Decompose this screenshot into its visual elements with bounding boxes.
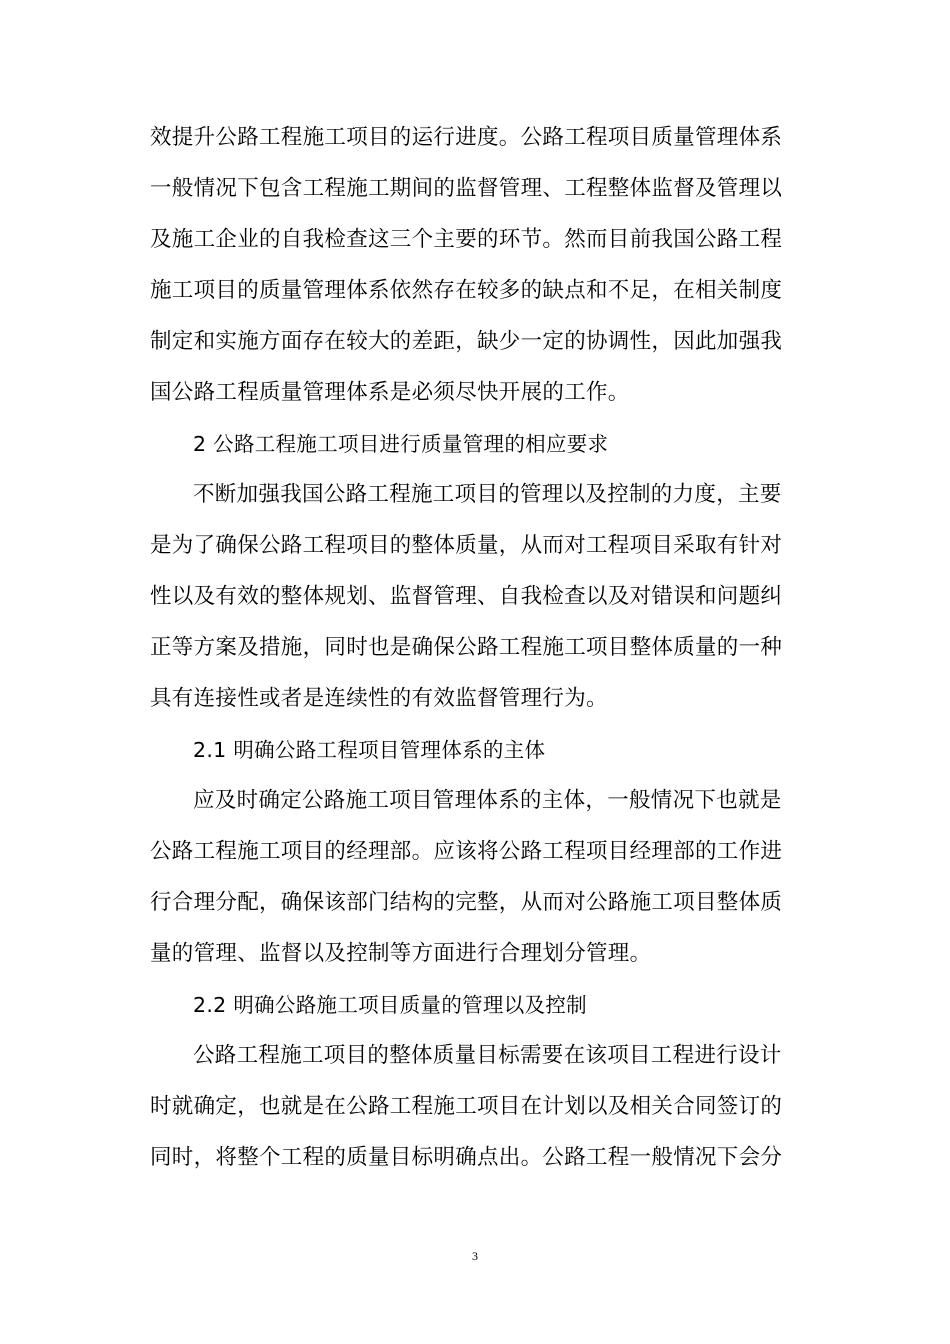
body-text-line: 国公路工程质量管理体系是必须尽快开展的工作。 bbox=[150, 380, 630, 405]
body-text-line: 具有连接性或者是连续性的有效监督管理行为。 bbox=[150, 686, 608, 711]
section-heading-2: 2 公路工程施工项目进行质量管理的相应要求 bbox=[193, 432, 609, 456]
body-text-line: 行合理分配，确保该部门结构的完整，从而对公路施工项目整体质 bbox=[150, 890, 783, 915]
body-text-line: 制定和实施方面存在较大的差距，缺少一定的协调性，因此加强我 bbox=[150, 329, 783, 354]
body-text-line: 性以及有效的整体规划、监督管理、自我检查以及对错误和问题纠 bbox=[150, 584, 783, 609]
section-heading-2-2: 2.2 明确公路施工项目质量的管理以及控制 bbox=[193, 993, 587, 1017]
page-number: 3 bbox=[472, 1249, 478, 1263]
body-text-line: 应及时确定公路施工项目管理体系的主体，一般情况下也就是 bbox=[193, 788, 782, 813]
body-text-line: 是为了确保公路工程项目的整体质量，从而对工程项目采取有针对 bbox=[150, 533, 783, 558]
body-text-line: 不断加强我国公路工程施工项目的管理以及控制的力度，主要 bbox=[193, 482, 782, 507]
body-text-line: 效提升公路工程施工项目的运行进度。公路工程项目质量管理体系 bbox=[150, 125, 783, 150]
body-text-line: 施工项目的质量管理体系依然存在较多的缺点和不足，在相关制度 bbox=[150, 278, 783, 303]
body-text-line: 公路工程施工项目的经理部。应该将公路工程项目经理部的工作进 bbox=[150, 839, 783, 864]
body-text-line: 量的管理、监督以及控制等方面进行合理划分管理。 bbox=[150, 941, 652, 966]
body-text-line: 公路工程施工项目的整体质量目标需要在该项目工程进行设计 bbox=[193, 1043, 782, 1068]
body-text-line: 一般情况下包含工程施工期间的监督管理、工程整体监督及管理以 bbox=[150, 176, 783, 201]
body-text-line: 及施工企业的自我检查这三个主要的环节。然而目前我国公路工程 bbox=[150, 227, 783, 252]
body-text-line: 同时，将整个工程的质量目标明确点出。公路工程一般情况下会分 bbox=[150, 1145, 783, 1170]
body-text-line: 时就确定，也就是在公路工程施工项目在计划以及相关合同签订的 bbox=[150, 1094, 783, 1119]
body-text-line: 正等方案及措施，同时也是确保公路工程施工项目整体质量的一种 bbox=[150, 635, 783, 660]
section-heading-2-1: 2.1 明确公路工程项目管理体系的主体 bbox=[193, 738, 546, 762]
